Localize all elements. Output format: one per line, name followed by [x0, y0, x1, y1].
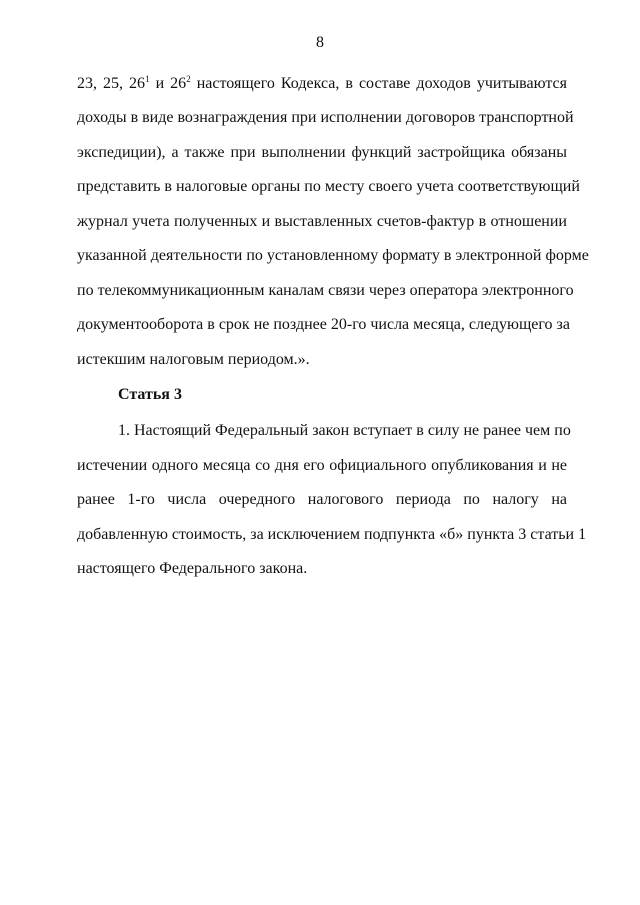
paragraph-line: документооборота в срок не позднее 20-го числа месяца, следующего за	[77, 316, 570, 333]
paragraph-line: экспедиции), а также при выполнении функций застройщика обязаны	[77, 144, 567, 161]
superscript: 1	[145, 74, 150, 84]
text-fragment: настоящего Кодекса, в составе доходов учитываются	[190, 75, 568, 92]
paragraph-line: истекшим налоговым периодом.».	[77, 351, 310, 368]
paragraph-line: представить в налоговые органы по месту своего учета соответствующий	[77, 178, 580, 195]
paragraph-line: журнал учета полученных и выставленных счетов-фактур в отношении	[77, 213, 567, 230]
paragraph-line: добавленную стоимость, за исключением подпункта «б» пункта 3 статьи 1	[77, 526, 587, 543]
paragraph-line: указанной деятельности по установленному формату в электронной форме	[77, 247, 589, 264]
paragraph-line: ранее 1-го числа очередного налогового периода по налогу на	[77, 491, 567, 508]
text-fragment: и 26	[149, 75, 187, 92]
paragraph-line: доходы в виде вознаграждения при исполнении договоров транспортной	[77, 109, 574, 126]
paragraph-line: по телекоммуникационным каналам связи через оператора электронного	[77, 282, 574, 299]
paragraph-line: 1. Настоящий Федеральный закон вступает в силу не ранее чем по	[118, 422, 571, 439]
superscript: 2	[186, 74, 191, 84]
page-number: 8	[316, 34, 324, 51]
text-fragment: 23, 25, 26	[77, 75, 146, 92]
paragraph-line	[77, 74, 567, 94]
paragraph-line: настоящего Федерального закона.	[77, 560, 308, 577]
paragraph-line: истечении одного месяца со дня его официального опубликования и не	[77, 457, 567, 474]
article-heading: Статья 3	[118, 386, 182, 403]
